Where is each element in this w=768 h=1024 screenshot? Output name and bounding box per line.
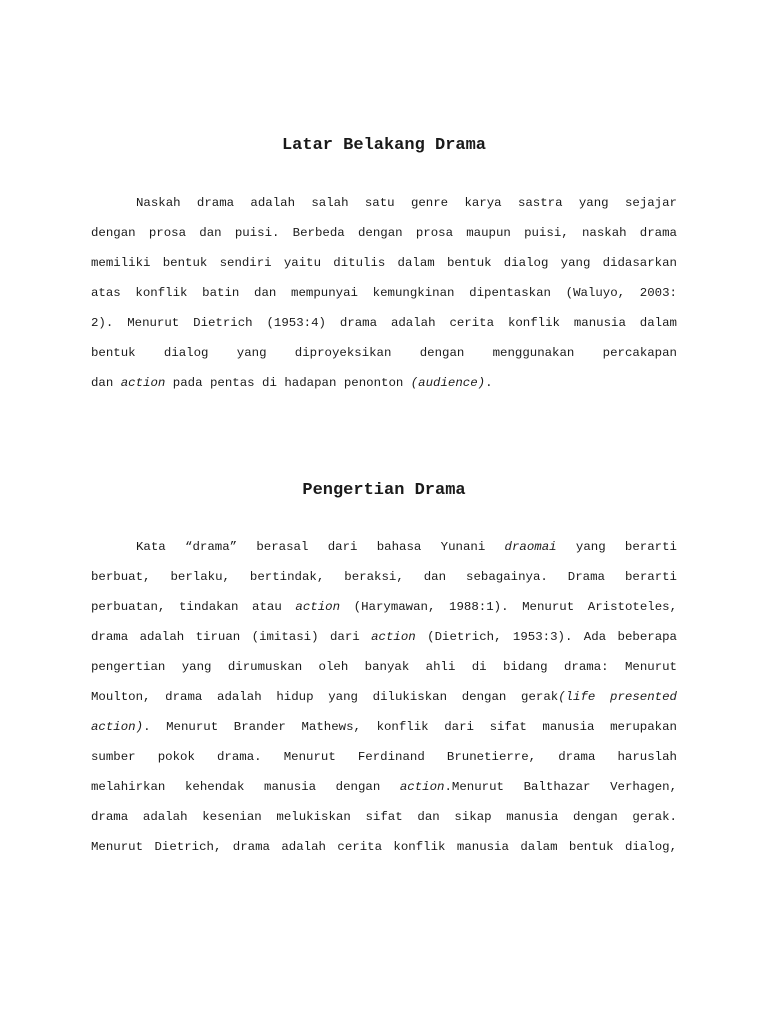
text-run: yang berarti xyxy=(556,540,677,554)
text-run: . xyxy=(485,376,493,390)
italic-term: draomai xyxy=(504,540,557,554)
paragraph-line xyxy=(91,712,677,742)
paragraph-line: dengan prosa dan puisi. Berbeda dengan prosa maupun puisi, naskah drama xyxy=(91,226,677,240)
text-run: .Menurut Balthazar Verhagen, xyxy=(444,780,678,794)
paragraph-line: sumber pokok drama. Menurut Ferdinand Brunetierre, drama haruslah xyxy=(91,750,677,764)
text-run: (Harymawan, 1988:1). Menurut Aristoteles, xyxy=(340,600,678,614)
text-run: drama adalah tiruan (imitasi) dari xyxy=(91,630,372,644)
text-run: . Menurut Brander Mathews, konflik dari sifat manusia merupakan xyxy=(143,720,677,734)
paragraph-line: pengertian yang dirumuskan oleh banyak ahli di bidang drama: Menurut xyxy=(91,660,677,674)
text-run: dan xyxy=(91,376,121,390)
italic-term: (audience) xyxy=(410,376,486,390)
italic-term: (life presented xyxy=(558,690,677,704)
paragraph-line xyxy=(91,772,677,802)
paragraph-line: memiliki bentuk sendiri yaitu ditulis dalam bentuk dialog yang didasarkan xyxy=(91,256,677,270)
paragraph-line xyxy=(91,368,677,398)
paragraph-line xyxy=(91,592,677,622)
text-run: perbuatan, tindakan atau xyxy=(91,600,296,614)
text-run: Moulton, drama adalah hidup yang dilukiskan dengan gerak xyxy=(91,690,559,704)
text-run: (Dietrich, 1953:3). Ada beberapa xyxy=(415,630,677,644)
text-run: Kata “drama” berasal dari bahasa Yunani xyxy=(136,540,505,554)
paragraph-line: atas konflik batin dan mempunyai kemungkinan dipentaskan (Waluyo, 2003: xyxy=(91,286,677,300)
paragraph-line xyxy=(91,622,677,652)
paragraph-line: 2). Menurut Dietrich (1953:4) drama adalah cerita konflik manusia dalam xyxy=(91,316,677,330)
italic-term: action xyxy=(371,630,416,644)
text-run: pada pentas di hadapan penonton xyxy=(165,376,411,390)
paragraph-line xyxy=(91,682,677,712)
italic-term: action xyxy=(399,780,445,794)
paragraph-line: berbuat, berlaku, bertindak, beraksi, dan sebagainya. Drama berarti xyxy=(91,570,677,584)
text-run: melahirkan kehendak manusia dengan xyxy=(91,780,400,794)
paragraph-latar-belakang xyxy=(91,188,677,398)
paragraph-line: bentuk dialog yang diproyeksikan dengan menggunakan percakapan xyxy=(91,346,677,360)
paragraph-line: drama adalah kesenian melukiskan sifat dan sikap manusia dengan gerak. xyxy=(91,810,677,824)
italic-term: action xyxy=(295,600,341,614)
italic-term: action xyxy=(120,376,166,390)
section-title-pengertian: Pengertian Drama xyxy=(302,481,466,500)
paragraph-pengertian xyxy=(91,532,677,862)
italic-term: action) xyxy=(91,720,144,734)
section-title-latar-belakang: Latar Belakang Drama xyxy=(281,136,487,155)
paragraph-line xyxy=(91,532,677,562)
paragraph-line: Naskah drama adalah salah satu genre karya sastra yang sejajar xyxy=(136,196,677,210)
paragraph-line: Menurut Dietrich, drama adalah cerita konflik manusia dalam bentuk dialog, xyxy=(91,840,677,854)
